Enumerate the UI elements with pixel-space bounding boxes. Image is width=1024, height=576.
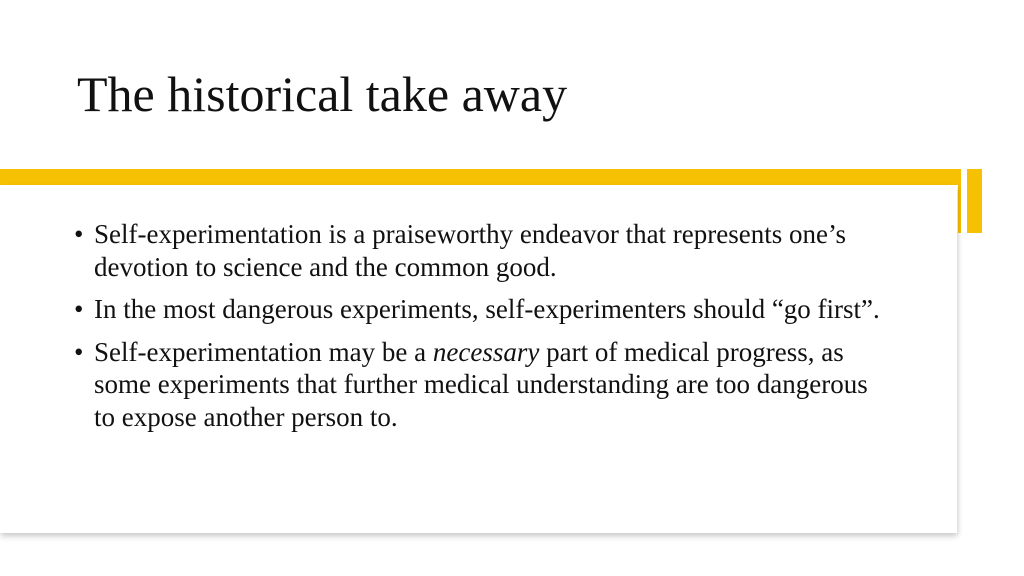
bullet-text-start: Self-experimentation may be a — [94, 336, 433, 367]
bullet-icon: • — [74, 219, 84, 249]
bullet-item — [72, 218, 892, 283]
bullet-text: Self-experimentation is a praiseworthy endeavor that represents one’s devotion to science and the common good. — [94, 219, 846, 282]
bullet-icon: • — [74, 294, 84, 324]
bullet-icon: • — [74, 336, 84, 367]
bullet-text-end: part of medical progress, as some experiments that further medical understanding are too dangerous to expose another person to. — [94, 336, 868, 432]
accent-stripe-thick — [967, 169, 982, 233]
bullet-emphasis: necessary — [432, 336, 540, 367]
bullet-item — [72, 293, 892, 326]
bullet-item — [72, 336, 892, 434]
bullet-text: In the most dangerous experiments, self-experimenters should “go first”. — [94, 294, 880, 324]
accent-bar — [0, 169, 958, 185]
slide-title: The historical take away — [77, 66, 568, 122]
bullet-list — [72, 218, 892, 443]
accent-stripe-thin — [958, 169, 961, 233]
